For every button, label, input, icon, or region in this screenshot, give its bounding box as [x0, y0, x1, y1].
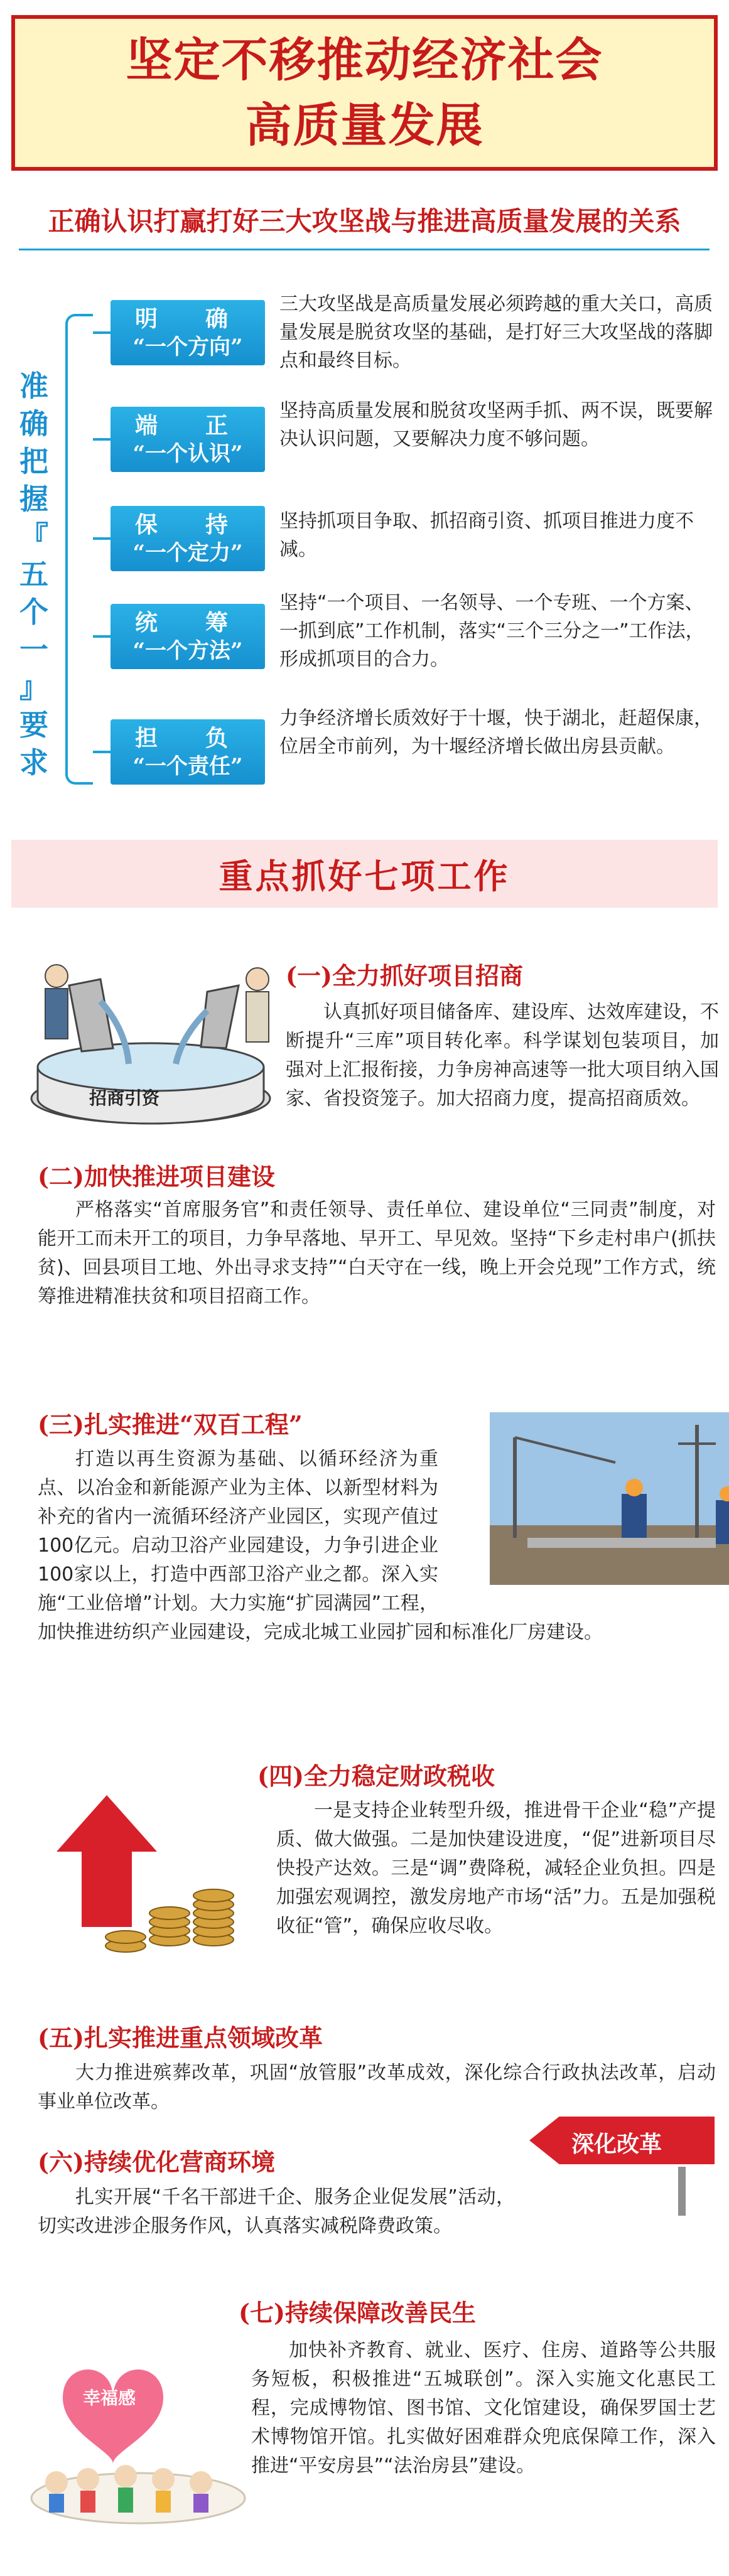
- item-title-6: (六)持续优化营商环境: [38, 2148, 275, 2176]
- connector-line: [93, 438, 111, 441]
- item-title-5: (五)扎实推进重点领域改革: [38, 2024, 323, 2052]
- connector-line: [93, 635, 111, 638]
- requirement-label-resolve: [111, 506, 265, 571]
- requirement-label-verb: 担 负: [134, 725, 240, 751]
- item-body-1: 认真抓好项目储备库、建设库、达效库建设，不断提升“三库”项目转化率。科学谋划包装项目，加强对上汇报衔接，力争房神高速等一批大项目纳入国家、省投资笼子。加大招商力度，提高招商质效。: [286, 1001, 719, 1110]
- requirement-label-verb: 明 确: [134, 306, 240, 332]
- construction-photo: [452, 1412, 716, 1585]
- requirement-label-verb: 端 正: [134, 412, 240, 439]
- header-box: [11, 15, 718, 171]
- vlabel-char: 一: [19, 633, 48, 667]
- vlabel-char: 『: [19, 520, 48, 554]
- requirement-text: 坚持“一个项目、一名领导、一个专班、一个方案、一抓到底”工作机制，落实“三个三分之一”工作法，形成抓项目的合力。: [279, 592, 705, 670]
- item-body-3: [38, 1445, 716, 1647]
- requirement-text: 三大攻坚战是高质量发展必须跨越的重大关口，高质量发展是脱贫攻坚的基础，是打好三大攻坚战的落脚点和最终目标。: [279, 293, 713, 372]
- vlabel-char: 把: [19, 444, 48, 478]
- investment-sign: 招商引资: [89, 1088, 160, 1108]
- growth-illustration: [25, 1783, 264, 1958]
- item-body-5: 大力推进殡葬改革，巩固“放管服”改革成效，深化综合行政执法改革，启动事业单位改革。: [38, 2062, 716, 2113]
- vlabel-char: 要: [19, 708, 48, 742]
- requirement-label-noun: “一个方法”: [132, 638, 243, 663]
- requirement-label-direction: [111, 300, 265, 365]
- item-title-3: (三)扎实推进“双百工程”: [38, 1410, 303, 1439]
- item-body-2: 严格落实“首席服务官”和责任领导、责任单位、建设单位“三同责”制度，对能开工而未开工的项目，力争早落地、早开工、早见效。坚持“下乡走村串户(抓扶贫)、回县项目工地、外出寻求支持”“白天守在一线，晚上开会兑现”工作方式，统筹推进精准扶贫和项目招商工作。: [38, 1199, 716, 1307]
- requirement-text: 坚持抓项目争取、抓招商引资、抓项目推进力度不减。: [279, 510, 694, 561]
- requirement-label-understanding: [111, 407, 265, 472]
- item-body-3-text: 打造以再生资源为基础、以循环经济为重点、以冶金和新能源产业为主体、以新型材料为补充的省内一流循环经济产业园区，实现产值过100亿元。启动卫浴产业园建设，力争引进企业100家以上，打造中西部卫浴产业之都。深入实施“工业倍增”计划。大力实施“扩园满园”工程，加快推进纺织产业园建设，完成北城工业园扩园和标准化厂房建设。: [38, 1448, 603, 1643]
- requirement-label-verb: 保 持: [134, 512, 240, 538]
- connector-line: [93, 751, 111, 753]
- requirement-label-noun: “一个责任”: [132, 754, 243, 779]
- reform-sign-text: 深化改革: [571, 2132, 662, 2157]
- item-title-1: (一)全力抓好项目招商: [286, 962, 523, 990]
- header-title-line2: 高质量发展: [245, 99, 484, 153]
- investment-illustration: [19, 942, 283, 1130]
- requirement-label-noun: “一个认识”: [132, 441, 243, 466]
- header-title-line1: 坚定不移推动经济社会: [126, 33, 603, 87]
- requirement-label-noun: “一个方向”: [132, 335, 243, 360]
- connector-line: [93, 331, 111, 334]
- requirement-text: 坚持高质量发展和脱贫攻坚两手抓、两不误，既要解决认识问题，又要解决力度不够问题。: [279, 400, 713, 450]
- requirements-bracket: [65, 314, 93, 785]
- item-title-2: (二)加快推进项目建设: [38, 1162, 275, 1191]
- requirement-text: 力争经济增长质效好于十堰，快于湖北，赶超保康，位居全市前列，为十堰经济增长做出房县贡献。: [279, 707, 713, 758]
- happiness-illustration: [25, 2338, 251, 2526]
- item-title-7: (七)持续保障改善民生: [239, 2299, 476, 2327]
- connector-line: [93, 537, 111, 540]
- vlabel-char: 个: [19, 595, 48, 629]
- requirement-label-responsibility: [111, 719, 265, 785]
- requirement-label-noun: “一个定力”: [132, 540, 243, 566]
- requirement-label-verb: 统 筹: [134, 609, 240, 636]
- section2-title: 重点抓好七项工作: [219, 856, 510, 896]
- vlabel-char: 』: [19, 670, 48, 704]
- vlabel-char: 五: [19, 557, 48, 591]
- reform-sign-illustration: [527, 2109, 722, 2216]
- item-body-6: 扎实开展“千名干部进千企、服务企业促发展”活动，切实改进涉企服务作风，认真落实减税降费政策。: [38, 2186, 515, 2237]
- five-requirements-vertical-label: [15, 367, 53, 781]
- requirement-label-method: [111, 604, 265, 669]
- subtitle: 正确认识打赢打好三大攻坚战与推进高质量发展的关系: [48, 206, 681, 237]
- vlabel-char: 确: [19, 407, 48, 441]
- section2-banner: [11, 840, 718, 908]
- subtitle-underline: [19, 249, 710, 250]
- vlabel-char: 求: [19, 746, 48, 780]
- item-title-4: (四)全力稳定财政税收: [257, 1762, 495, 1790]
- item-body-4: 一是支持企业转型升级，推进骨干企业“稳”产提质、做大做强。二是加快建设进度，“促”进新项目尽快投产达效。三是“调”费降税，减轻企业负担。四是加强宏观调控，激发房地产市场“活”力。五是加强税收征“管”，确保应收尽收。: [276, 1800, 716, 1937]
- happiness-sign: 幸福感: [83, 2388, 136, 2408]
- item-body-7: 加快补齐教育、就业、医疗、住房、道路等公共服务短板，积极推进“五城联创”。深入实施文化惠民工程，完成博物馆、图书馆、文化馆建设，确保罗国士艺术博物馆开馆。扎实做好困难群众兜底保障工作，深入推进“平安房县”“法治房县”建设。: [251, 2339, 716, 2477]
- vlabel-char: 握: [19, 482, 48, 516]
- vlabel-char: 准: [19, 369, 48, 403]
